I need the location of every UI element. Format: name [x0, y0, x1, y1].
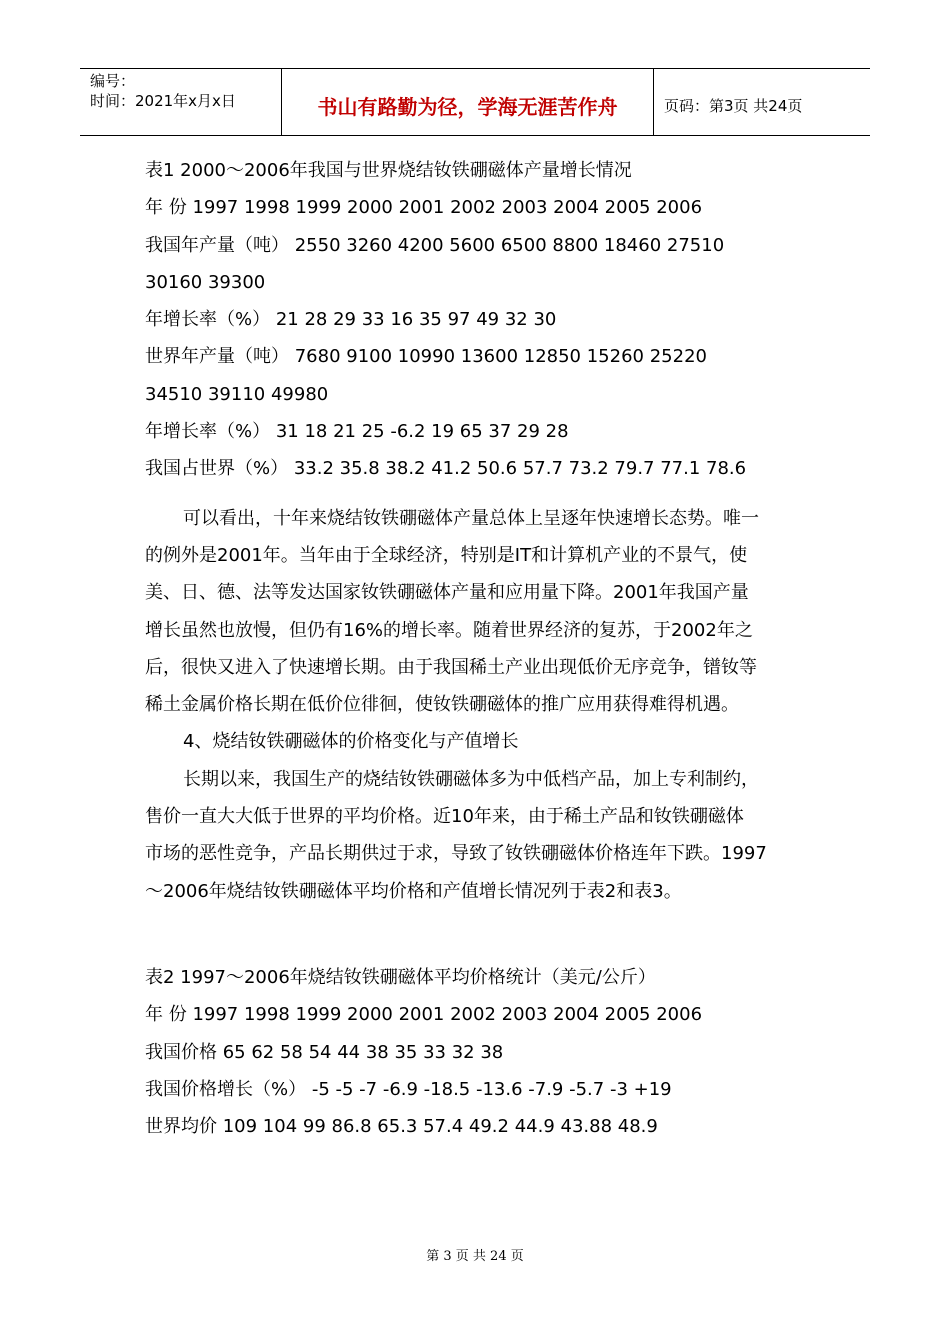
- table-1-world-output-row: 世界年产量（吨） 7680 9100 10990 13600 12850 15260 25220: [145, 346, 707, 368]
- paragraph-line: 美、日、德、法等发达国家钕铁硼磁体产量和应用量下降。2001年我国产量: [145, 582, 749, 604]
- paragraph-line: 稀土金属价格长期在低价位徘徊，使钕铁硼磁体的推广应用获得难得机遇。: [145, 694, 739, 716]
- document-body: [145, 152, 815, 1145]
- table-2-china-price-row: 我国价格 65 62 58 54 44 38 35 33 32 38: [145, 1041, 504, 1063]
- table-2-years-row: 年 份 1997 1998 1999 2000 2001 2002 2003 2004 2005 2006: [145, 1004, 703, 1026]
- table-2-world-price-row: 世界均价 109 104 99 86.8 65.3 57.4 49.2 44.9 43.88 48.9: [145, 1116, 658, 1138]
- paragraph-line: ～2006年烧结钕铁硼磁体平均价格和产值增长情况列于表2和表3。: [145, 880, 682, 902]
- document-date: 时间：2021年x月x日: [90, 92, 236, 110]
- header-meta-cell: [80, 69, 282, 135]
- page-footer: 第 3 页 共 24 页: [426, 1249, 524, 1264]
- paragraph-line: 市场的恶性竞争，产品长期供过于求，导致了钕铁硼磁体价格连年下跌。1997: [145, 843, 767, 865]
- table-2-china-price-growth-row: 我国价格增长（%） -5 -5 -7 -6.9 -18.5 -13.6 -7.9 -5.7 -3 +19: [145, 1078, 672, 1100]
- table-1-china-output-row-cont: 30160 39300: [145, 271, 266, 293]
- paragraph-line: 长期以来，我国生产的烧结钕铁硼磁体多为中低档产品，加上专利制约，: [183, 768, 759, 790]
- table-1-china-output-row: 我国年产量（吨） 2550 3260 4200 5600 6500 8800 18460 27510: [145, 234, 725, 256]
- page-header: [80, 68, 870, 136]
- table-1-china-share-row: 我国占世界（%） 33.2 35.8 38.2 41.2 50.6 57.7 73.2 79.7 77.1 78.6: [145, 458, 747, 480]
- header-motto: 书山有路勤为径，学海无涯苦作舟: [282, 69, 654, 135]
- paragraph-line: 的例外是2001年。当年由于全球经济，特别是IT和计算机产业的不景气，使: [145, 544, 748, 566]
- paragraph-line: 售价一直大大低于世界的平均价格。近10年来，由于稀土产品和钕铁硼磁体: [145, 806, 744, 828]
- table-1-years-row: 年 份 1997 1998 1999 2000 2001 2002 2003 2004 2005 2006: [145, 197, 703, 219]
- table-2-title: 表2 1997～2006年烧结钕铁硼磁体平均价格统计（美元/公斤）: [145, 966, 656, 988]
- table-1-world-growth-row: 年增长率（%） 31 18 21 25 -6.2 19 65 37 29 28: [145, 421, 569, 443]
- paragraph-line: 增长虽然也放慢，但仍有16%的增长率。随着世界经济的复苏，于2002年之: [145, 619, 753, 641]
- table-1-world-output-row-cont: 34510 39110 49980: [145, 383, 329, 405]
- table-1-china-growth-row: 年增长率（%） 21 28 29 33 16 35 97 49 32 30: [145, 309, 557, 331]
- header-page-info: 页码：第3页 共24页: [664, 96, 803, 115]
- section-heading: 4、烧结钕铁硼磁体的价格变化与产值增长: [183, 731, 519, 753]
- paragraph-line: 后，很快又进入了快速增长期。由于我国稀土产业出现低价无序竞争，镨钕等: [145, 656, 757, 678]
- document-number-label: 编号：: [90, 72, 136, 90]
- table-1-title: 表1 2000～2006年我国与世界烧结钕铁硼磁体产量增长情况: [145, 160, 632, 181]
- paragraph-line: 可以看出，十年来烧结钕铁硼磁体产量总体上呈逐年快速增长态势。唯一: [183, 507, 759, 529]
